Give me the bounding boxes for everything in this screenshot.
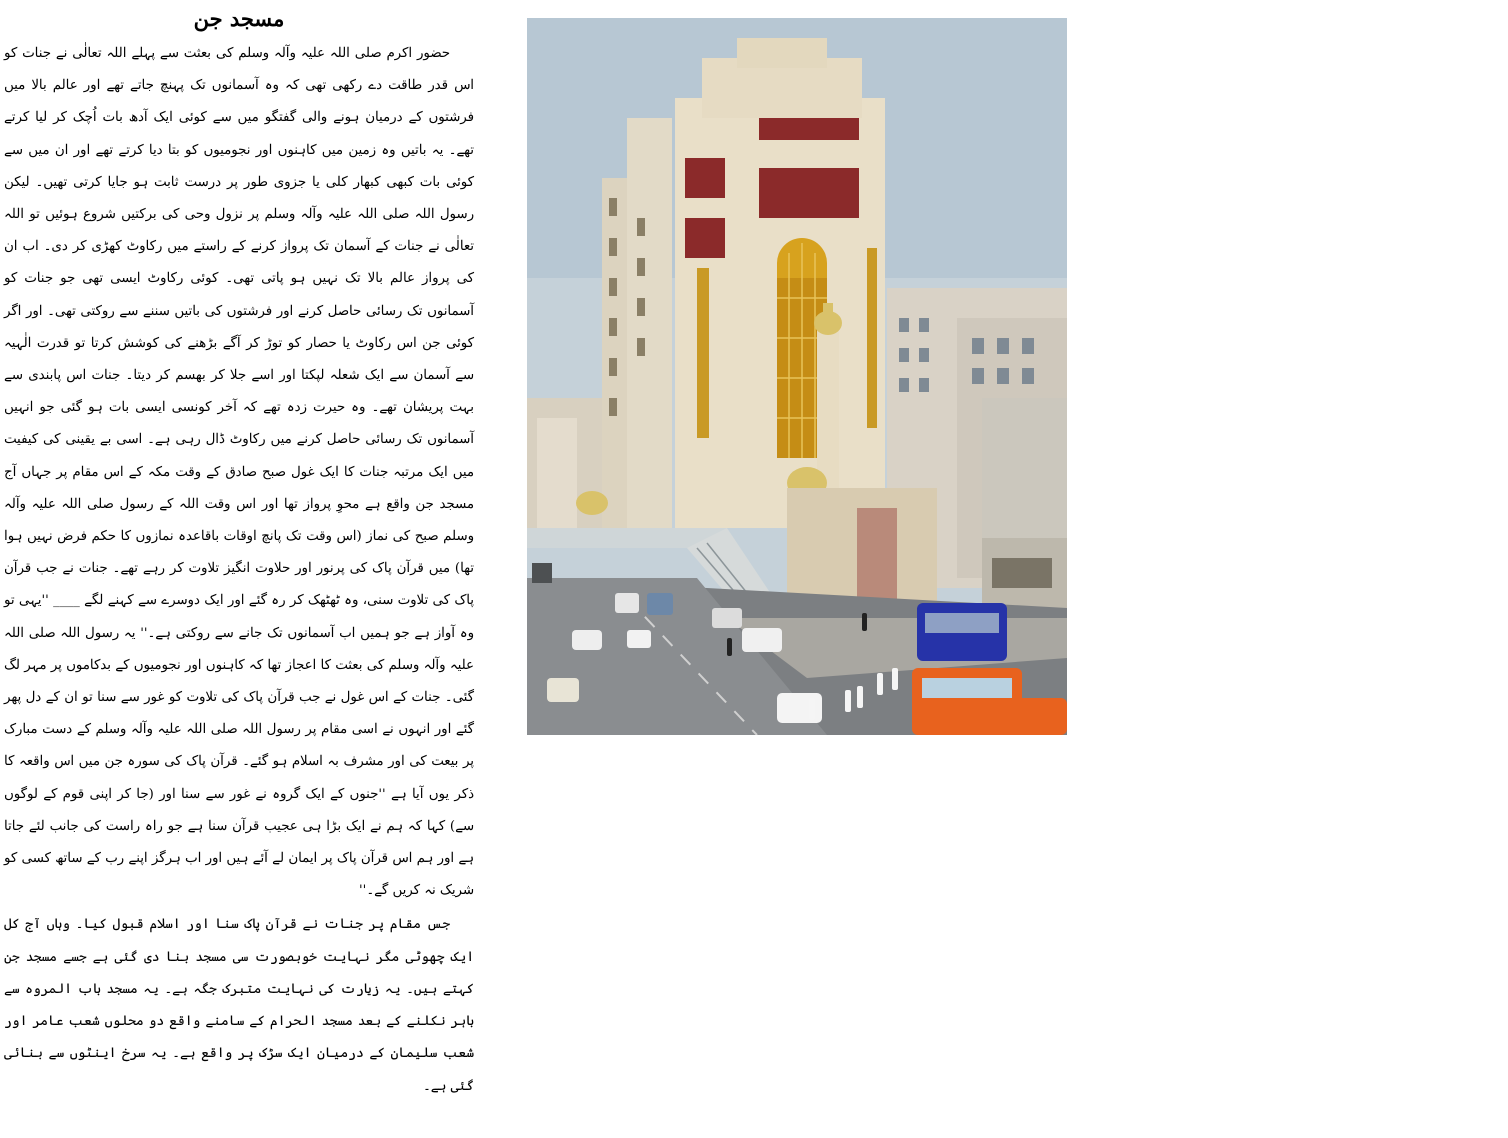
article-paragraph-2: جس مقام پر جنات نے قرآن پاک سنا اور اسلام قبول کیا۔ وہاں آج کل ایک چھوٹی مگر نہایت خوبصورت سی مسجد بنا دی گئی ہے جسے مسجد جن کہتے ہیں۔ یہ زیارت کی نہایت متبرک جگہ ہے۔ یہ مسجد باب المروہ سے باہر نکلنے کے بعد مسجد الحرام کے سامنے واقع دو محلوں شعب عامر اور شعب سلیمان کے درمیان ایک سڑک پر واقع ہے۔ یہ سرخ اینٹوں سے بنائی گئی ہے۔	[4, 917, 474, 1094]
article	[4, 4, 474, 1103]
article-paragraph-1: حضور اکرم صلی اللہ علیہ وآلہ وسلم کی بعثت سے پہلے اللہ تعالٰی نے جنات کو اس قدر طاقت دے رکھی تھی کہ وہ آسمانوں تک پہنچ جاتے تھے اور عالم بالا میں فرشتوں کے درمیان ہونے والی گفتگو میں سے کوئی ایک آدھ بات اُچک کر لیا کرتے تھے۔ یہ باتیں وہ زمین میں کاہنوں اور نجومیوں کو بتا دیا کرتے تھے اور ان میں سے کوئی بات کبھی کبھار کلی یا جزوی طور پر درست ثابت ہو جایا کرتی تھیں۔ لیکن رسول اللہ صلی اللہ علیہ وآلہ وسلم پر نزول وحی کی برکتیں شروع ہوئیں تو اللہ تعالٰی نے جنات کے آسمان تک پرواز کرنے کے راستے میں رکاوٹ کھڑی کر دی۔ اب ان کی پرواز عالم بالا تک نہیں ہو پاتی تھی۔ کوئی رکاوٹ ایسی تھی جو جنات کو آسمانوں تک رسائی حاصل کرنے اور فرشتوں کی باتیں سننے سے روکتی تھی۔ اور اگر کوئی جن اس رکاوٹ یا حصار کو توڑ کر آگے بڑھنے کی کوشش کرتا تو قدرت الٰہیہ سے آسمان سے ایک شعلہ لپکتا اور اسے جلا کر بھسم کر دیتا۔ جنات اس پابندی سے بہت پریشان تھے۔ وہ حیرت زدہ تھے کہ آخر کونسی ایسی بات ہو گئی جو انہیں آسمانوں تک رسائی حاصل کرنے میں رکاوٹ ڈال رہی ہے۔ اسی بے یقینی کی کیفیت میں ایک مرتبہ جنات کا ایک غول صبح صادق کے وقت مکہ کے اس مقام پر جہاں آج مسجد جن واقع ہے محوِ پرواز تھا اور اس وقت اللہ کے رسول صلی اللہ علیہ وآلہ وسلم صبح کی نماز (اس وقت تک پانچ اوقات باقاعدہ نمازوں کا حکم فرض نہیں ہوا تھا) میں قرآن پاک کی پرنور اور حلاوت انگیز تلاوت کر رہے تھے۔ جنات نے جب قرآن پاک کی تلاوت سنی، وہ ٹھٹھک کر رہ گئے اور ایک دوسرے سے کہنے لگے ____ ''یہی تو وہ آواز ہے جو ہمیں اب آسمانوں تک جانے سے روکتی ہے۔'' یہ رسول اللہ صلی اللہ علیہ وآلہ وسلم کی بعثت کا اعجاز تھا کہ کاہنوں اور نجومیوں کے بدکاموں پر مہر لگ گئی۔ جنات کے اس غول نے جب قرآن پاک کی تلاوت کو غور سے سنا تو ان کے دل پھر گئے اور انہوں نے اسی مقام پر رسول اللہ صلی اللہ علیہ وآلہ وسلم کے دست مبارک پر بیعت کی اور مشرف بہ اسلام ہو گئے۔ قرآن پاک کی سورہ جن میں اس واقعہ کا ذکر یوں آیا ہے ''جنوں کے ایک گروہ نے غور سے سنا اور (جا کر اپنی قوم کے لوگوں سے) کہا کہ ہم نے ایک بڑا ہی عجیب قرآن سنا ہے جو راہ راست کی جانب لئے جاتا ہے اور ہم اس قرآن پاک پر ایمان لے آئے ہیں اور اب ہرگز اپنے رب کے ساتھ کسی کو شریک نہ کریں گے۔''	[4, 46, 474, 899]
page-title: مسجد جن	[193, 6, 285, 31]
mosque-photo	[527, 18, 1067, 735]
photo-illustration	[527, 18, 1067, 735]
